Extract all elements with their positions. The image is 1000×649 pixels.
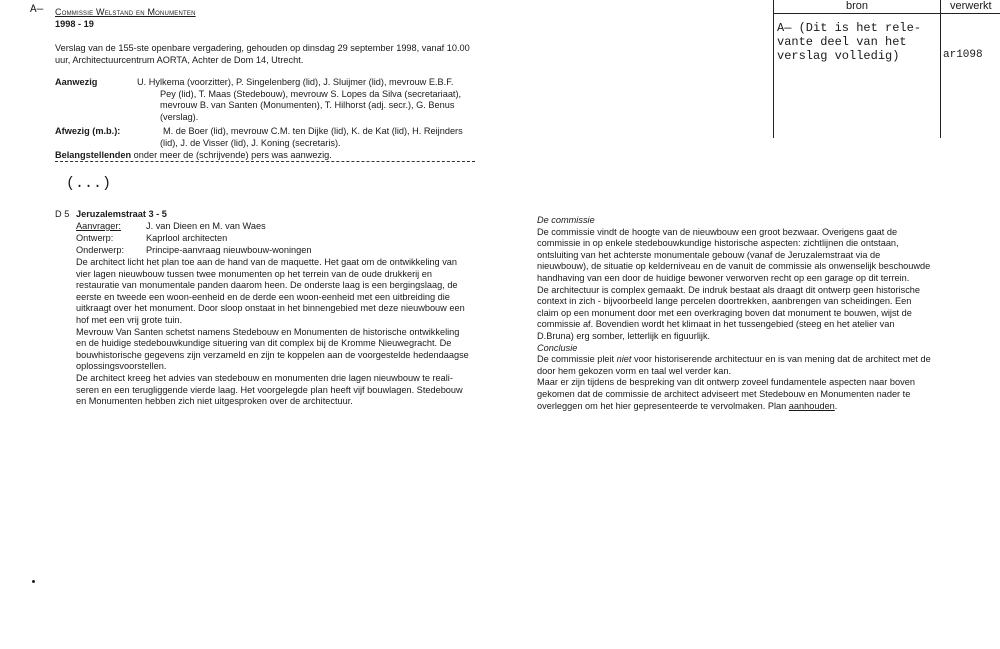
commission-line: handhaving van een door de huidige bewoner verworven recht op een garage op dit terrein. (537, 272, 910, 283)
present-line: U. Hylkema (voorzitter), P. Singelenberg (lid), J. Sluijmer (lid), mevrouw E.B.F. (137, 77, 454, 87)
present-label: Aanwezig (55, 77, 98, 87)
table-header-processed: verwerkt (950, 0, 992, 12)
table-note: A— (Dit is het rele- vante deel van het verslag volledig) (777, 21, 922, 63)
conclusion-emphasis: niet (616, 354, 632, 365)
stakeholders-text: onder meer de (schrijvende) pers was aanwezig. (133, 150, 332, 160)
body-line: uitkraagt over het monument. Door sloop onstaat in het binnengebied met deze nieuwbouw een (76, 303, 465, 314)
table-header-line (773, 13, 1000, 14)
body-line: restauratie van monumentale panden daarom heen. De onderste laag is een bergingslaag, de (76, 280, 458, 291)
commission-column (537, 215, 931, 412)
marker-a: A— (30, 4, 44, 16)
conclusion-line (537, 401, 931, 413)
body-line: vier lagen nieuwbouw tussen twee monumenten op het terrein van de oude drukkerij en (76, 268, 432, 279)
body-line: oplossingsvoorstellen. (76, 361, 167, 372)
reference-table (773, 0, 1000, 138)
ellipsis-mark: (...) (66, 175, 112, 192)
subject-label: Onderwerp: (76, 245, 125, 255)
commission-line: De architectuur is complex gemaakt. De indruk bestaat als draagt dit ontwerp geen historische (537, 284, 921, 295)
conclusion-text: voor historiserende architectuur en is van mening dat de architect met de (631, 354, 931, 365)
table-header-source: bron (846, 0, 869, 12)
design-value: Kaprlool architecten (146, 233, 228, 243)
body-line: De architect licht het plan toe aan de hand van de maquette. Het gaat om de ontwikkeling van (76, 257, 458, 267)
body-line: hof met een vrij grote tuin. (76, 314, 183, 325)
section-body (76, 257, 469, 408)
conclusion-line: Maar er zijn tijdens de bespreking van dit ontwerp zoveel fundamentele aspecten naar boven (537, 377, 915, 388)
design-label: Ontwerp: (76, 233, 114, 243)
table-border-left (773, 0, 774, 138)
stray-dot (32, 580, 35, 583)
body-line: De architect kreeg het advies van stedebouw en monumenten drie lagen nieuwbouw te reali- (76, 372, 453, 383)
stakeholders-line (55, 150, 332, 162)
absent-list (160, 126, 463, 149)
present-list (137, 77, 461, 123)
commission-heading: De commissie (537, 215, 595, 225)
commission-line: De commissie vindt de hoogte van de nieuwbouw een groot bezwaar. Overigens gaat de (537, 226, 898, 237)
organization-name: Commissie Welstand en Monumenten (55, 7, 196, 17)
applicant-label: Aanvrager: (76, 221, 121, 231)
body-line: bouwhistorische gegevens zijn verzameld en zijn te koppelen aan de voorgestelde hedendaagse (76, 349, 469, 360)
body-line: Mevrouw Van Santen schetst namens Stedebouw en Monumenten de historische ontwikkeling (76, 326, 460, 337)
present-line: (verslag). (160, 111, 199, 122)
applicant-value: J. van Dieen en M. van Waes (146, 221, 266, 231)
conclusion-heading: Conclusie (537, 342, 578, 353)
commission-line: claim op een monument door met een overkraging boven dat monument te bouwen, wijst de (537, 307, 912, 318)
intro-line: Verslag van de 155-ste openbare vergadering, gehouden op dinsdag 29 september 1998, vanaf 10.00 (55, 43, 470, 53)
present-line: mevrouw B. van Santen (Monumenten), T. Hilhorst (adj. secr.), G. Benus (160, 100, 455, 111)
conclusion-text: overleggen om het hier gepresenteerde te vervolmaken. Plan (537, 400, 789, 411)
section-title: Jeruzalemstraat 3 - 5 (76, 209, 167, 219)
conclusion-text: De commissie pleit (537, 354, 617, 365)
decision-underlined: aanhouden (788, 400, 835, 411)
commission-line: context in zich - bijvoorbeeld lange percelen doortrekken, aanbrengen van scheidingen. Een (537, 296, 912, 307)
conclusion-text: . (834, 400, 838, 411)
separator-line (55, 161, 475, 162)
intro-paragraph (55, 43, 470, 66)
section-code: D 5 (55, 209, 70, 219)
commission-line: D.Bruna) erg somber, letterlijk en figuurlijk. (537, 330, 711, 341)
body-line: en Monumenten hebben zich niet uitgesproken over de architectuur. (76, 396, 353, 407)
absent-line: M. de Boer (lid), mevrouw C.M. ten Dijke (lid), K. de Kat (lid), H. Reijnders (163, 126, 463, 136)
commission-line: ontsluiting van het achterste monumentale gebouw (vanaf de Jeruzalemstraat via de (537, 249, 881, 260)
subject-value: Principe-aanvraag nieuwbouw-woningen (146, 245, 312, 255)
body-line: en de huidige stedebouwkundige situering van dit complex bij de Kromme Nieuwegracht. De (76, 338, 452, 349)
conclusion-line: gekomen dat de commissie de architect adviseert met Stedebouw en Monumenten nader te (537, 388, 911, 399)
commission-line: commissie af. Bovendien wordt het klimaat in het tussengebied (steeg en het atelier van (537, 319, 895, 330)
intro-line: uur, Architectuurcentrum AORTA, Achter de Dom 14, Utrecht. (55, 54, 304, 65)
commission-line: commissie in op enkele stedebouwkundige historische aspecten: zichtlijnen die ontstaan, (537, 238, 899, 249)
conclusion-line: door hem gekozen vorm en taal wel verder kan. (537, 365, 732, 376)
present-line: Pey (lid), T. Maas (Stedebouw), mevrouw S. Lopes da Silva (secretariaat), (160, 88, 462, 99)
absent-label: Afwezig (m.b.): (55, 126, 121, 136)
conclusion-line (537, 354, 931, 366)
body-line: seren en een terugliggende vierde laag. Het voorgelegde plan heeft vijf bouwlagen. Stedebouw (76, 384, 463, 395)
absent-line: (lid), J. de Visser (lid), J. Koning (secretaris). (160, 137, 341, 148)
table-code: ar1098 (943, 49, 983, 61)
stakeholders-label: Belangstellenden (55, 150, 132, 160)
document-number: 1998 - 19 (55, 19, 94, 29)
body-line: eerste en tweede een woon-eenheid en de derde een woon-eenheid met een uitbreiding die (76, 291, 450, 302)
table-divider (940, 0, 941, 138)
commission-line: nieuwbouw), de situatie op kelderniveau en de vanuit de commissie als onwenselijk beschouwde (537, 261, 931, 272)
